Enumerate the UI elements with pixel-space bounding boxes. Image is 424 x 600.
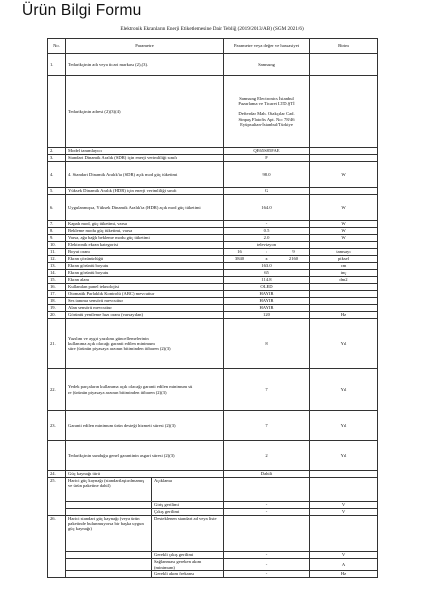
- cell-text: Samsung Electronics İstanbul: [239, 96, 294, 102]
- table-cell: -: [224, 509, 310, 516]
- table-cell: HAYIR: [224, 298, 310, 305]
- page-subtitle: Elektronik Ekranların Enerji Etiketlemesine Dair Tebliğ (2019/2013/AB) (SGM 2021/6): [120, 26, 304, 32]
- table-row: [48, 221, 378, 228]
- product-info-table: [47, 38, 378, 578]
- table-cell: Sağlanması gereken akım (minimum): [152, 559, 224, 571]
- table-cell: Görüntü yenileme hızı oranı (varsayılan): [66, 312, 224, 319]
- table-cell: Samsung: [224, 54, 310, 76]
- cell-text: 3840: [234, 256, 245, 262]
- header-value: Parametre veya değer ve hassasiyet: [224, 39, 310, 54]
- table-cell: 14.: [48, 270, 66, 277]
- table-row: [48, 571, 378, 578]
- table-cell: [310, 54, 378, 76]
- table-cell: 1.: [48, 54, 66, 76]
- table-cell: [310, 76, 378, 148]
- table-cell: 8: [224, 319, 310, 369]
- table-cell: OLED: [224, 284, 310, 291]
- table-cell: W: [310, 221, 378, 228]
- table-cell: Elektronik ekran kategorisi: [66, 242, 224, 249]
- table-row: [48, 552, 378, 559]
- table-cell: [310, 516, 378, 552]
- table-row: [48, 298, 378, 305]
- header-no: No.: [48, 39, 66, 54]
- table-cell: Çıkış gerilimi: [152, 509, 224, 516]
- table-cell: 26.: [48, 516, 66, 578]
- table-cell: 9.: [48, 235, 66, 242]
- header-unit: Birim: [310, 39, 378, 54]
- table-cell: Açıklama: [152, 478, 224, 502]
- header-param: Parametre: [66, 39, 224, 54]
- table-cell: Giriş gerilimi: [152, 502, 224, 509]
- table-row: [48, 242, 378, 249]
- table-cell: Desteklenen standart ad veya liste: [152, 516, 224, 552]
- table-cell: cm: [310, 263, 378, 270]
- table-cell: HAYIR: [224, 305, 310, 312]
- table-row: [48, 76, 378, 148]
- table-cell: tamsayı: [310, 249, 378, 256]
- table-cell: Ekran çözünürlüğü: [66, 256, 224, 263]
- table-cell: [48, 441, 66, 471]
- table-cell: [48, 76, 66, 148]
- table-cell: 114.8: [224, 277, 310, 284]
- table-row: [48, 249, 378, 256]
- table-row: [48, 277, 378, 284]
- table-cell: Harici standart güç kaynağı (veya ürün paketinde bulunmuyorsa bir başka uygun güç kaynağı): [66, 516, 152, 552]
- table-cell: Bekleme modu güç tüketimi, varsa: [66, 228, 224, 235]
- cell-text: Pazarlama ve Ticaret LTD.ŞTİ: [238, 101, 295, 107]
- table-cell: 7: [224, 369, 310, 411]
- cell-text: Yazılım ve aygıt yazılımı güncellemelerinin: [68, 335, 149, 341]
- table-cell: 120: [224, 312, 310, 319]
- cell-text: Defterdar Mah. Otakçılar Cad.: [238, 111, 295, 117]
- table-cell: W: [310, 162, 378, 188]
- table-cell: [66, 502, 152, 509]
- table-cell: Varsa, ağa bağlı bekleme modu güç tüketimi: [66, 235, 224, 242]
- table-row: [48, 188, 378, 195]
- table-cell: Yıl: [310, 319, 378, 369]
- table-cell: [66, 509, 152, 516]
- table-cell: 25.: [48, 478, 66, 516]
- table-cell: piksel: [310, 256, 378, 263]
- page-title: Ürün Bilgi Formu: [22, 2, 142, 19]
- table-cell: 6.: [48, 195, 66, 221]
- table-cell: -: [224, 571, 310, 578]
- table-cell: 0.5: [224, 228, 310, 235]
- table-row: [48, 195, 378, 221]
- table-cell: 164.0: [224, 195, 310, 221]
- table-cell: Yıl: [310, 441, 378, 471]
- table-row: [48, 284, 378, 291]
- table-cell: 7: [224, 411, 310, 441]
- table-row: [48, 291, 378, 298]
- table-cell: 5.: [48, 188, 66, 195]
- table-row: [48, 54, 378, 76]
- table-cell: Kullanılan panel teknolojisi: [66, 284, 224, 291]
- table-cell: [310, 298, 378, 305]
- table-cell: [66, 552, 152, 559]
- table-cell: -: [224, 502, 310, 509]
- table-cell: W: [310, 228, 378, 235]
- table-row: [48, 162, 378, 188]
- table-cell: Güç kaynağı türü: [66, 471, 224, 478]
- table-cell: V: [310, 509, 378, 516]
- table-cell: 7.: [48, 221, 66, 228]
- table-row: [48, 478, 378, 502]
- table-cell: 2.0: [224, 235, 310, 242]
- table-row: [48, 441, 378, 471]
- table-cell: Garanti edilen minimum ürün desteği hizmeti süresi (2)(3): [66, 411, 224, 441]
- table-cell: 12.: [48, 256, 66, 263]
- table-cell: Ekran alanı: [66, 277, 224, 284]
- table-cell: 8.: [48, 228, 66, 235]
- table-cell: 4. Standart Dinamik Aralık'ta (SDR) açık mod güç tüketimi: [66, 162, 224, 188]
- table-cell: [310, 305, 378, 312]
- table-row: [48, 509, 378, 516]
- table-row: [48, 516, 378, 552]
- table-row: [48, 263, 378, 270]
- table-cell: Gerekli çıkış gerilimi: [152, 552, 224, 559]
- table-cell: Hz: [310, 571, 378, 578]
- table-cell: -: [224, 559, 310, 571]
- table-row: [48, 471, 378, 478]
- table-row: [48, 411, 378, 441]
- table-cell: HAYIR: [224, 291, 310, 298]
- table-cell: [66, 319, 224, 369]
- table-cell: Standart Dinamik Aralık (SDR) için enerji verimliliği sınıfı: [66, 155, 224, 162]
- table-cell: Yüksek Dinamik Aralık (HDR) için enerji verimliliği sınıfı: [66, 188, 224, 195]
- table-cell: Ekran görüntü boyutu: [66, 263, 224, 270]
- table-cell: Tedarikçinin adresi (2)(3)(4): [66, 76, 224, 148]
- table-cell: Yıl: [310, 369, 378, 411]
- cell-text: re (ürünün piyasaya arzının bitiminden itibaren (2)(3): [68, 389, 167, 395]
- cell-text: kullanıma açık olacağı garanti edilen minimum: [68, 340, 155, 346]
- table-header: [48, 39, 378, 54]
- table-cell: 4.: [48, 162, 66, 188]
- table-cell: televizyon: [224, 242, 310, 249]
- table-cell: Uygulanmışsa, Yüksek Dinamik Aralık'ta (HDR) açık mod güç tüketimi: [66, 195, 224, 221]
- table-cell: 16.: [48, 284, 66, 291]
- table-cell: [310, 188, 378, 195]
- table-cell: Hz: [310, 312, 378, 319]
- table-cell: Kapalı mod, güç tüketimi, varsa: [66, 221, 224, 228]
- table-cell: Harici güç kaynağı (standartlaştırılmamış ve ürün paketine dahil): [66, 478, 152, 502]
- table-cell: 15.: [48, 277, 66, 284]
- table-cell: Ekran görüntü boyutu: [66, 270, 224, 277]
- cell-text: Sinpaş Flatofis Apt. No: 78/46: [238, 116, 295, 122]
- table-row: [48, 256, 378, 263]
- table-cell: Alan sensörü mevcuttur: [66, 305, 224, 312]
- table-cell: Model tanımlayıcı: [66, 148, 224, 155]
- table-row: [48, 319, 378, 369]
- table-cell: -: [224, 552, 310, 559]
- table-row: [48, 228, 378, 235]
- table-row: [48, 270, 378, 277]
- table-row: [48, 502, 378, 509]
- table-row: [48, 235, 378, 242]
- cell-text: Eyüpsultan-İstanbul/Türkiye: [240, 121, 293, 127]
- table-cell: Gerekli akım frekansı: [152, 571, 224, 578]
- table-cell: [310, 291, 378, 298]
- table-cell: -: [224, 221, 310, 228]
- table-cell: 163.0: [224, 263, 310, 270]
- table-cell: 10.: [48, 242, 66, 249]
- table-cell: [310, 471, 378, 478]
- table-cell: 2.: [48, 148, 66, 155]
- table-cell: Boyut oranı: [66, 249, 224, 256]
- table-cell: 3.: [48, 155, 66, 162]
- table-cell: 20.: [48, 312, 66, 319]
- table-cell: Tedarikçinin adı veya ticari markası (2),(3).: [66, 54, 224, 76]
- cell-text: 2160: [288, 256, 299, 262]
- table-cell: [310, 242, 378, 249]
- table-cell: 65: [224, 270, 310, 277]
- table-cell: [310, 155, 378, 162]
- table-cell: 24.: [48, 471, 66, 478]
- table-cell: 21.: [48, 319, 66, 369]
- table-cell: [310, 148, 378, 155]
- table-cell: 18.: [48, 298, 66, 305]
- cell-text: Yedek parçaların kullanıma açık olacağı garanti edilen minimum sü: [68, 384, 193, 390]
- table-cell: [310, 284, 378, 291]
- table-cell: [310, 478, 378, 502]
- table-row: [48, 148, 378, 155]
- table-cell: 98.0: [224, 162, 310, 188]
- table-cell: G: [224, 188, 310, 195]
- table-cell: Yıl: [310, 411, 378, 441]
- table-cell: Tedarikçinin sunduğu genel garantinin asgari süresi (2)(3): [66, 441, 224, 471]
- table-cell: inç: [310, 270, 378, 277]
- table-cell: [66, 559, 152, 571]
- table-cell: V: [310, 502, 378, 509]
- table-cell: dm2: [310, 277, 378, 284]
- table-cell: V: [310, 552, 378, 559]
- table-cell: 13.: [48, 263, 66, 270]
- table-cell: [224, 249, 310, 256]
- table-cell: [224, 256, 310, 263]
- table-cell: Otomatik Parlaklık Kontrolü (ABC) mevcuttur: [66, 291, 224, 298]
- table-cell: 17.: [48, 291, 66, 298]
- table-cell: 23.: [48, 411, 66, 441]
- table-row: [48, 312, 378, 319]
- cell-text: x: [265, 256, 268, 262]
- table-row: [48, 559, 378, 571]
- supplier-address: [224, 76, 310, 148]
- table-cell: 19.: [48, 305, 66, 312]
- table-cell: [66, 571, 152, 578]
- table-row: [48, 369, 378, 411]
- table-cell: 2: [224, 441, 310, 471]
- table-cell: [66, 369, 224, 411]
- table-cell: Dahili: [224, 471, 310, 478]
- cell-text: 16: [237, 249, 242, 255]
- table-cell: A: [310, 559, 378, 571]
- table-cell: 11.: [48, 249, 66, 256]
- table-row: [48, 305, 378, 312]
- table-cell: [224, 516, 310, 552]
- table-row: [48, 155, 378, 162]
- table-cell: [224, 478, 310, 502]
- cell-text: :: [265, 249, 268, 255]
- table-cell: W: [310, 195, 378, 221]
- table-cell: 22.: [48, 369, 66, 411]
- table-cell: F: [224, 155, 310, 162]
- cell-text: 9: [292, 249, 295, 255]
- table-cell: Ses tanıma sensörü mevcuttur: [66, 298, 224, 305]
- cell-text: süre (ürünün piyasaya arzının bitiminden itibaren (2)(3): [68, 346, 171, 352]
- table-cell: QE65S85FAE: [224, 148, 310, 155]
- table-cell: W: [310, 235, 378, 242]
